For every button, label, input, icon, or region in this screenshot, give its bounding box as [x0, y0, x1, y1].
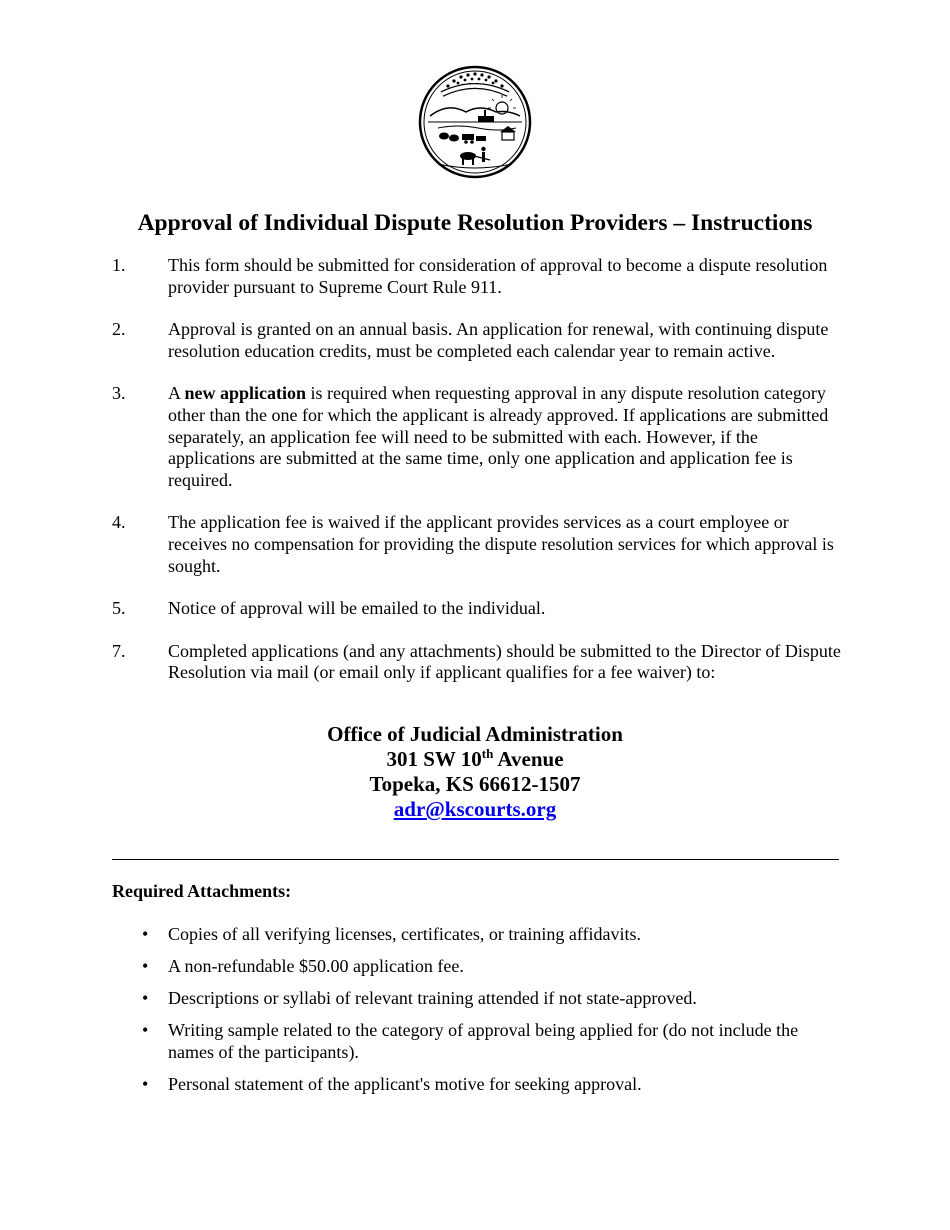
attachment-item — [112, 988, 842, 1010]
bullet-icon: • — [142, 1020, 149, 1041]
required-attachments-heading: Required Attachments: — [112, 881, 292, 901]
section-divider — [112, 859, 839, 860]
instruction-text: is required when requesting approval in any dispute resolution category other than the one for which the applicant is already approved. If applications are submitted separately, an application fee will need to be submitted with each. However, if the applications are submitted at the same time, only one application and application fee is required. — [168, 383, 829, 490]
attachment-item — [112, 924, 842, 946]
instruction-number: 3. — [112, 383, 126, 404]
instruction-number: 4. — [112, 512, 126, 533]
instruction-prefix: A — [168, 383, 185, 404]
instruction-item — [112, 255, 842, 298]
bullet-icon: • — [142, 924, 149, 944]
bullet-icon: • — [142, 988, 149, 1009]
address-street — [0, 747, 950, 772]
instruction-number: 7. — [112, 640, 126, 661]
instruction-number: 1. — [112, 255, 126, 275]
page-title: Approval of Individual Dispute Resolution Providers – Instructions — [137, 210, 813, 236]
instruction-item — [112, 383, 842, 491]
bullet-icon: • — [142, 956, 149, 977]
bullet-icon: • — [142, 1073, 149, 1094]
instruction-number: 5. — [112, 598, 126, 619]
address-street-suffix: th — [481, 746, 494, 761]
attachment-text: A non-refundable $50.00 application fee. — [168, 956, 464, 977]
instruction-emphasis: new application — [184, 383, 307, 404]
address-office: Office of Judicial Administration — [327, 722, 623, 746]
attachment-text: Descriptions or syllabi of relevant training attended if not state-approved. — [168, 988, 697, 1009]
instruction-text: Approval is granted on an annual basis. An application for renewal, with continuing dispute resolution education credits, must be completed each calendar year to remain active. — [168, 319, 829, 361]
attachments-list — [112, 924, 842, 1106]
instruction-item — [112, 598, 842, 620]
seal-graphic — [418, 64, 532, 180]
address-street-name: Avenue — [493, 747, 564, 771]
instruction-text: Notice of approval will be emailed to the individual. — [168, 598, 546, 619]
attachment-item — [112, 956, 842, 978]
instruction-item — [112, 319, 842, 362]
instruction-number: 2. — [112, 319, 126, 340]
address-city-line: Topeka, KS 66612-1507 — [369, 772, 581, 796]
kansas-seal-logo — [418, 64, 532, 180]
email-link[interactable]: adr@kscourts.org — [393, 797, 557, 821]
attachment-text: Copies of all verifying licenses, certificates, or training affidavits. — [168, 924, 642, 944]
instruction-text: Completed applications (and any attachments) should be submitted to the Director of Dispute Resolution via mail (or email only if applicant qualifies for a fee waiver) to: — [168, 640, 841, 683]
address-street-number: 301 SW 10 — [386, 747, 482, 771]
attachment-text: Personal statement of the applicant's motive for seeking approval. — [168, 1073, 642, 1094]
instruction-text: The application fee is waived if the applicant provides services as a court employee or receives no compensation for providing the dispute resolution services for which approval is sought. — [168, 512, 834, 576]
instruction-text: This form should be submitted for consideration of approval to become a dispute resolution provider pursuant to Supreme Court Rule 911. — [168, 255, 828, 297]
instructions-list — [112, 255, 842, 705]
attachment-item — [112, 1074, 842, 1096]
instruction-item — [112, 512, 842, 577]
mailing-address — [0, 722, 950, 822]
attachment-text: Writing sample related to the category of approval being applied for (do not include the names of the participants). — [168, 1020, 799, 1062]
attachment-item — [112, 1020, 842, 1063]
instruction-item — [112, 641, 842, 684]
